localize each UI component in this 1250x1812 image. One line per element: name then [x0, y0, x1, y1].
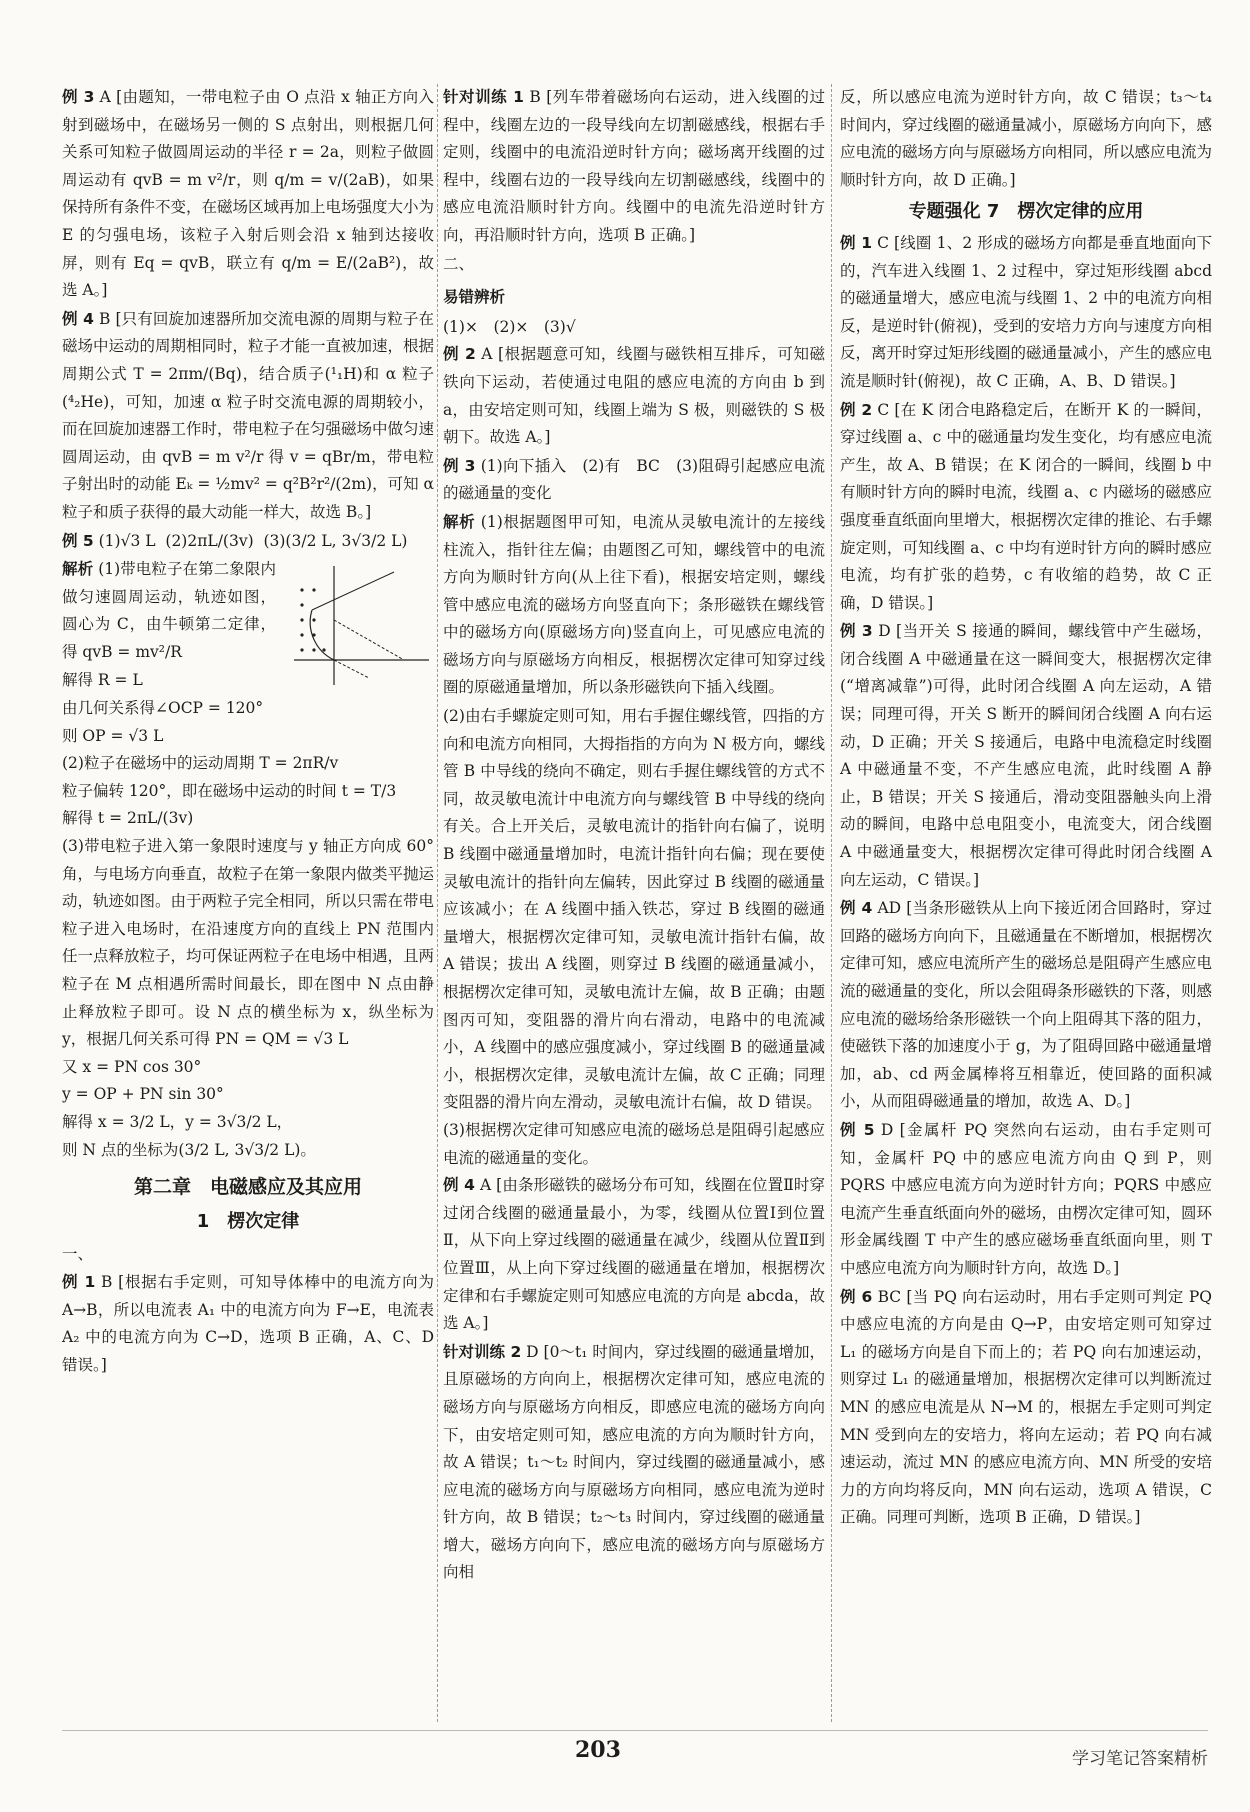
- answer-practice-1: 针对训练 1 B [列车带着磁场向右运动，进入线圈的过程中，线圈左边的一段导线向左切割磁感线，根据右手定则，线圈中的电流沿逆时针方向；磁场离开线圈的过程中，线圈右边的一段导线向左切割磁感线，线圈中的感应电流沿顺时针方向。线圈中的电流先沿逆时针方向，再沿顺时针方向，选项 B 正确。]: [443, 88, 825, 244]
- column-divider: [831, 84, 832, 1722]
- page-number: 203: [575, 1737, 621, 1763]
- answer-example-6: 例 6 BC [当 PQ 向右运动时，用右手定则可判定 PQ 中感应电流的方向是由 Q→P，由安培定则可知穿过 L₁ 的磁场方向是自下而上的；若 PQ 向右加速运动，则穿过 L₁ 的磁通量增加，根据楞次定律可以判断流过 MN 的感应电流是从 N→M 的，根据左手定则可判定 MN 受到向左的安培力，将向左运动；若 PQ 向右减速运动，流过 MN 的感应电流方向、MN 所受的安培力的方向均将反向，MN 向右运动，选项 A 错误，C 正确。同理可判断，选项 B 正确，D 错误。]: [840, 1287, 1217, 1527]
- solution-paragraph: (2)由右手螺旋定则可知，用右手握住螺线管，四指的方向和电流方向相同，大拇指指的方向为 N 极方向，螺线管 B 中导线的绕向不确定，则右手握住螺线管的方式不同，故灵敏电流计中电流方向与螺线管 B 中导线的绕向有关。合上开关后，灵敏电流计的指针向右偏了，说明 B 线圈中磁通量增加时，电流计指针向右偏；现在要使灵敏电流计的指针向左偏转，因此穿过 B 线圈的磁通量应该减小；在 A 线圈中插入铁芯，穿过 B 线圈的磁通量增大，根据楞次定律可知，灵敏电流计指针右偏，故 A 错误；拔出 A 线圈，则穿过 B 线圈的磁通量减小，根据楞次定律可知，灵敏电流计左偏，故 B 正确；由题图丙可知，变阻器的滑片向右滑动，电路中的电流减小，A 线圈中的感应强度减小，穿过线圈 B 的磁通量减小，根据楞次定律，灵敏电流计左偏，故 C 正确；同理变阻器的滑片向左滑动，灵敏电流计右偏，故 D 错误。: [443, 707, 830, 1112]
- answer-example-5-solution: 解析 (1)带电粒子在第二象限内做匀速圆周运动，轨迹如图，圆心为 C，由牛顿第二定律，得 qvB = mv²/R: [62, 560, 276, 661]
- solution-line: (3)带电粒子进入第一象限时速度与 y 轴正方向成 60°角，与电场方向垂直，故粒子在第一象限内做类平抛运动，轨迹如图。由于两粒子完全相同，所以只需在带电粒子进入电场时，在沿速度方向的直线上 PN 范围内任一点释放粒子，均可保证两粒子在电场中相遇，且两粒子在 M 点相遇所需时间最长，即在图中 N 点由静止释放粒子即可。设 N 点的横坐标为 x，纵坐标为 y，根据几何关系可得 PN = QM = √3 L: [62, 837, 439, 1049]
- answer-column-1: [62, 84, 439, 1732]
- answer-example-5: 例 5 (1)√3 L (2)2πL/(3v) (3)(3/2 L, 3√3/2 L): [62, 531, 408, 550]
- answer-column-3: [840, 84, 1217, 1732]
- answer-example-1: 例 1 C [线圈 1、2 形成的磁场方向都是垂直地面向下的，汽车进入线圈 1、2 过程中，穿过矩形线圈 abcd 的磁通量增大，感应电流与线圈 1、2 中的电流方向相反，是逆时针(俯视)，受到的安培力方向与速度方向相反，离开时穿过矩形线圈的磁通量减小，产生的感应电流是顺时针(俯视)，故 C 正确，A、B、D 错误。]: [840, 233, 1217, 390]
- column-divider: [437, 84, 438, 1722]
- answer-example-3-solution: 解析 (1)根据题图甲可知，电流从灵敏电流计的左接线柱流入，指针往左偏；由题图乙可知，螺线管中的电流方向为顺时针方向(从上往下看)，根据安培定则，螺线管中感应电流的磁场方向竖直向下；条形磁铁在螺线管中的磁场方向(原磁场方向)竖直向上，可见感应电流的磁场方向与原磁场方向相反，根据楞次定律可知穿过线圈的原磁通量增加，所以条形磁铁向下插入线圈。: [443, 512, 825, 697]
- answer-example-4: 例 4 B [只有回旋加速器所加交流电源的周期与粒子在磁场中运动的周期相同时，粒子才能一直被加速，根据周期公式 T = 2πm/(Bq)，结合质子(¹₁H)和 α 粒子(⁴₂He)，可知，加速 α 粒子时交流电源的周期较小，而在回旋加速器工作时，带电粒子在匀强磁场中做匀速圆周运动，由 qvB = m v²/r 得 v = qBr/m，带电粒子射出时的动能 Eₖ = ½mv² = q²B²r²/(2m)，可知 α 粒子和质子获得的最大动能一样大，故选 B。]: [62, 309, 439, 521]
- chapter-heading: 第二章 电磁感应及其应用: [133, 1176, 362, 1199]
- topic-heading: 专题强化 7 楞次定律的应用: [908, 201, 1144, 223]
- answer-example-2: 例 2 C [在 K 闭合电路稳定后，在断开 K 的一瞬间，穿过线圈 a、c 中的磁通量均发生变化，均有感应电流产生，故 A、B 错误；在 K 闭合的一瞬间，线圈 b 中有顺时针方向的瞬时电流，线圈 a、c 内磁场的磁感应强度垂直纸面向里增大，根据楞次定律的推论、右手螺旋定则，可知线圈 a、c 中均有逆时针方向的瞬时感应电流，均有扩张的趋势，c 有收缩的趋势，故 C 正确，D 错误。]: [840, 400, 1213, 612]
- solution-line: 解得 x = 3/2 L，y = 3√3/2 L，: [62, 1112, 293, 1131]
- part-marker: 二、: [443, 254, 475, 273]
- answer-example-3: 例 3 (1)向下插入 (2)有 BC (3)阻碍引起感应电流的磁通量的变化: [443, 456, 825, 503]
- solution-line: 又 x = PN cos 30°: [62, 1057, 202, 1076]
- answer-column-2: [443, 84, 830, 1732]
- solution-line: 由几何关系得∠OCP = 120°: [62, 699, 264, 718]
- answer-example-1: 例 1 B [根据右手定则，可知导体棒中的电流方向为 A→B，所以电流表 A₁ 中的电流方向为 F→E，电流表 A₂ 中的电流方向为 C→D，选项 B 正确，A、C、D 错误。]: [62, 1272, 439, 1374]
- footer-note: 学习笔记答案精析: [1072, 1749, 1208, 1769]
- footer-rule: [62, 1730, 1208, 1731]
- answer-practice-2: 针对训练 2 D [0～t₁ 时间内，穿过线圈的磁通量增加，且原磁场的方向向上，根据楞次定律可知，感应电流的磁场方向与原磁场方向相反，即感应电流的磁场方向向下，由安培定则可知，感应电流的方向为顺时针方向，故 A 错误；t₁～t₂ 时间内，穿过线圈的磁通量减小，感应电流的磁场方向与原磁场方向相同，感应电流为逆时针方向，故 B 错误；t₂～t₃ 时间内，穿过线圈的磁通量增大，磁场方向向下，感应电流的磁场方向与原磁场方向相: [443, 1342, 825, 1582]
- error-analysis-heading: 易错辨析: [443, 288, 506, 307]
- answer-example-2: 例 2 A [根据题意可知，线圈与磁铁相互排斥，可知磁铁向下运动，若使通过电阻的感应电流的方向由 b 到 a，由安培定则可知，线圈上端为 S 极，则磁铁的 S 极朝下。故选 A。]: [443, 345, 830, 447]
- solution-line: (2)粒子在磁场中的运动周期 T = 2πR/v: [62, 754, 339, 773]
- answer-example-4: 例 4 A [由条形磁铁的磁场分布可知，线圈在位置Ⅱ时穿过闭合线圈的磁通量最小，为零，线圈从位置Ⅰ到位置Ⅱ，从下向上穿过线圈的磁通量在减少，线圈从位置Ⅱ到位置Ⅲ，从上向下穿过线圈的磁通量在增加，根据楞次定律和右手螺旋定则可知感应电流的方向是 abcda，故选 A。]: [443, 1176, 825, 1333]
- answer-practice-2-continued: 反，所以感应电流为逆时针方向，故 C 错误；t₃～t₄ 时间内，穿过线圈的磁通量减小，原磁场方向向下，感应电流的磁场方向与原磁场方向相同，所以感应电流为顺时针方向，故 D 正确。]: [840, 88, 1217, 189]
- answer-example-5: 例 5 D [金属杆 PQ 突然向右运动，由右手定则可知，金属杆 PQ 中的感应电流方向由 Q 到 P，则 PQRS 中感应电流方向为逆时针方向；PQRS 中感应电流产生垂直纸面向外的磁场，由楞次定律可知，圆环形金属线圈 T 中产生的感应磁场垂直纸面向里，则 T 中感应电流方向为顺时针方向，故选 D。]: [840, 1120, 1217, 1277]
- answer-example-3: 例 3 A [由题知，一带电粒子由 O 点沿 x 轴正方向入射到磁场中，在磁场另一侧的 S 点射出，则根据几何关系可知粒子做圆周运动的半径 r = 2a，则粒子做圆周运动有 qvB = m v²/r，则 q/m = v/(2aB)，如果保持所有条件不变，在磁场区域再加上电场强度大小为 E 的匀强电场，该粒子入射后则会沿 x 轴到达接收屏，则有 Eq = qvB，联立有 q/m = E/(2aB²)，故选 A。]: [62, 88, 439, 300]
- answer-example-3: 例 3 D [当开关 S 接通的瞬间，螺线管中产生磁场，闭合线圈 A 中磁通量在这一瞬间变大，根据楞次定律(“增离减靠”)可得，此时闭合线圈 A 向左运动，A 错误；同理可得，开关 S 断开的瞬间闭合线圈 A 向右运动，D 正确；开关 S 接通后，电路中电流稳定时线圈 A 中磁通量不变，不产生感应电流，此时线圈 A 静止，B 错误；开关 S 接通后，滑动变阻器触头向上滑动的瞬间，电路中总电阻变小，电流变大，闭合线圈 A 中磁通量变大，根据楞次定律可得此时闭合线圈 A 向左运动，C 错误。]: [840, 622, 1217, 889]
- solution-line: 解得 R = L: [62, 671, 143, 690]
- trajectory-diagram: [284, 560, 434, 688]
- solution-line: y = OP + PN sin 30°: [62, 1085, 224, 1104]
- solution-paragraph: (3)根据楞次定律可知感应电流的磁场总是阻碍引起感应电流的磁通量的变化。: [443, 1120, 825, 1167]
- solution-line: 则 N 点的坐标为(3/2 L, 3√3/2 L)。: [62, 1140, 316, 1159]
- solution-line: 则 OP = √3 L: [62, 726, 164, 745]
- section-heading: 1 楞次定律: [196, 1210, 300, 1232]
- answer-example-4: 例 4 AD [当条形磁铁从上向下接近闭合回路时，穿过回路的磁场方向向下，且磁通量在不断增加，根据楞次定律可知，感应电流所产生的磁场总是阻碍产生感应电流的磁通量的变化，所以会阻碍条形磁铁的下落，则感应电流的磁场给条形磁铁一个向上阻碍其下落的阻力，使磁铁下落的加速度小于 g，为了阻碍回路中磁通量增加，ab、cd 两金属棒将互相靠近，使回路的面积减小，从而阻碍磁通量的增加，故选 A、D。]: [840, 899, 1213, 1111]
- solution-line: 解得 t = 2πL/(3v): [62, 809, 194, 828]
- error-analysis-answers: (1)× (2)× (3)√: [443, 317, 576, 336]
- solution-line: 粒子偏转 120°，即在磁场中运动的时间 t = T/3: [62, 781, 397, 800]
- part-marker: 一、: [62, 1245, 94, 1264]
